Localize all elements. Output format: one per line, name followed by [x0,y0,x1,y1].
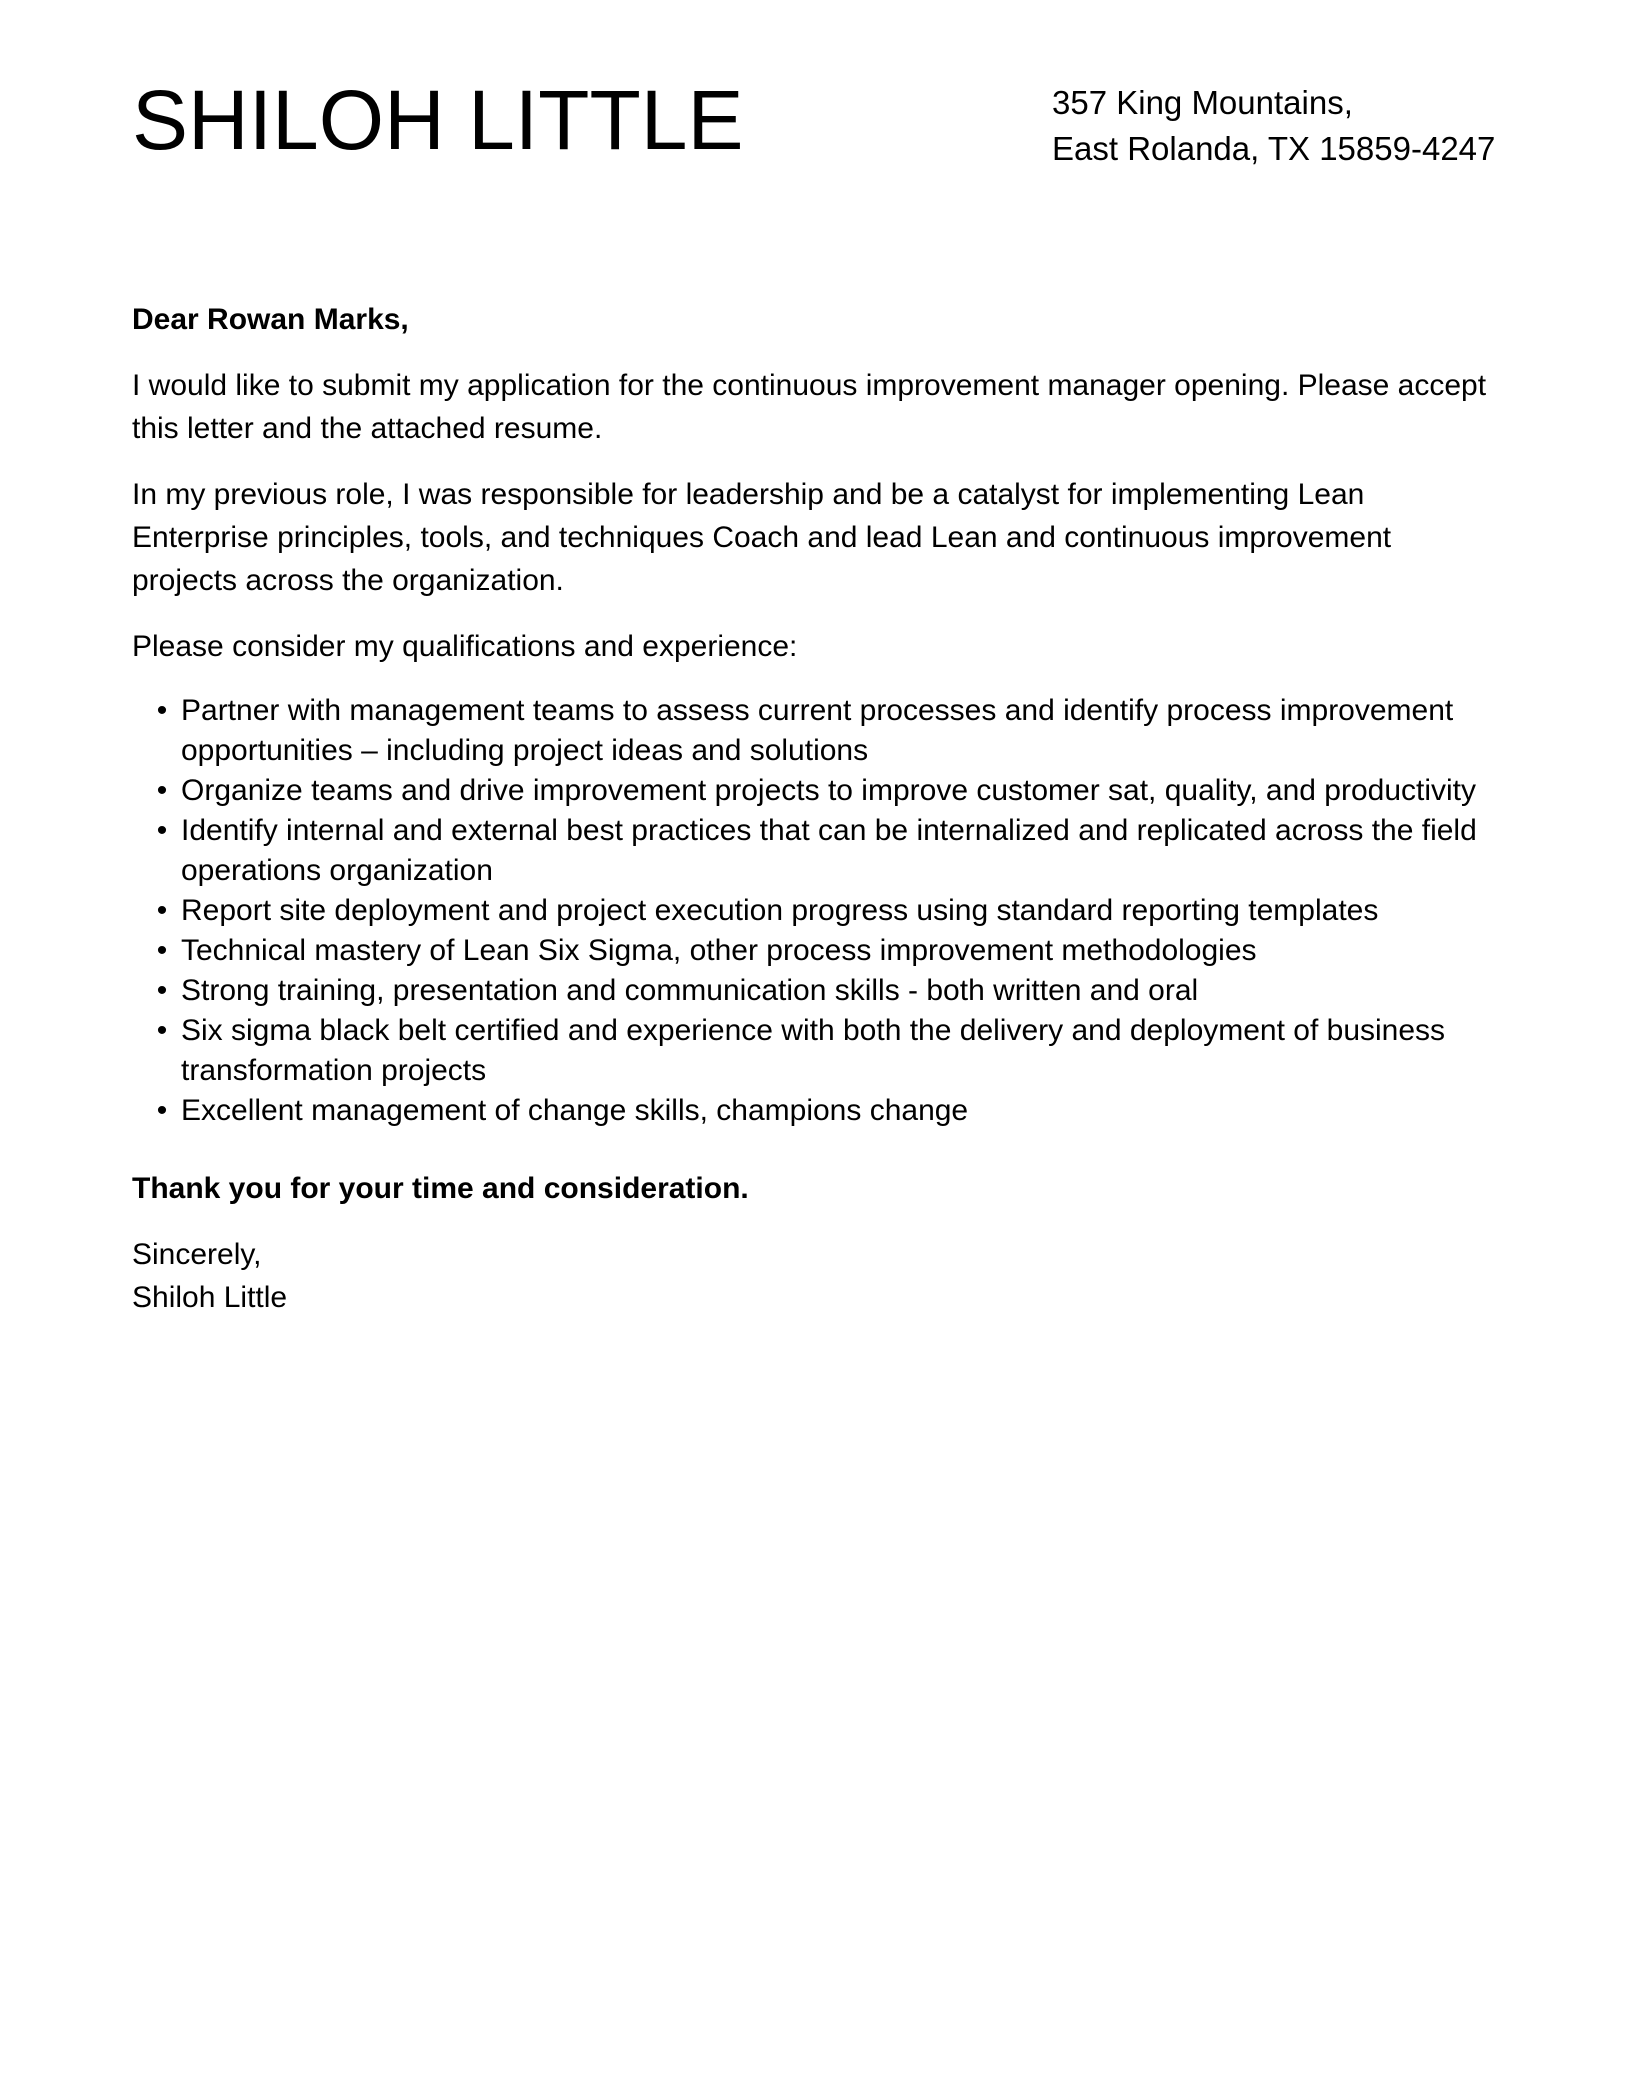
bullet-icon: • [156,974,168,1007]
list-item-text: Strong training, presentation and communication skills - both written and oral [181,974,1199,1007]
list-item [132,971,1502,1011]
list-item [132,1091,1502,1131]
bullet-icon: • [156,934,168,967]
list-item [132,1011,1502,1091]
list-item [132,891,1502,931]
closing-block [132,1233,1502,1319]
letter-body [132,298,1502,1319]
bullet-icon: • [156,774,168,807]
list-item-text: Report site deployment and project execution progress using standard reporting templates [181,894,1379,927]
list-item [132,691,1502,771]
closing-word: Sincerely, [132,1238,262,1271]
list-item [132,771,1502,811]
bullet-icon: • [156,894,168,927]
list-item-text: Excellent management of change skills, champions change [181,1094,969,1127]
paragraph-qualifications-lead: Please consider my qualifications and experience: [132,630,798,663]
bullet-icon: • [156,1014,168,1047]
letter-header [132,72,1502,192]
salutation: Dear Rowan Marks, [132,303,409,336]
list-item-text: Identify internal and external best practices that can be internalized and replicated across the field operations organization [181,814,1477,887]
bullet-icon: • [156,694,168,727]
list-item [132,811,1502,891]
bullet-icon: • [156,1094,168,1127]
list-item-text: Technical mastery of Lean Six Sigma, other process improvement methodologies [181,934,1257,967]
thanks-line: Thank you for your time and consideration. [132,1172,749,1205]
address-line-1: 357 King Mountains, [1052,84,1353,121]
list-item [132,931,1502,971]
address-line-2: East Rolanda, TX 15859-4247 [1052,130,1496,167]
applicant-address [1052,80,1495,172]
bullet-icon: • [156,814,168,847]
paragraph-intro: I would like to submit my application for the continuous improvement manager opening. Please accept this letter and the attached resume. [132,369,1487,445]
list-item-text: Six sigma black belt certified and experience with both the delivery and deployment of business transformation projects [181,1014,1446,1087]
signature-name: Shiloh Little [132,1281,288,1314]
list-item-text: Organize teams and drive improvement projects to improve customer sat, quality, and productivity [181,774,1477,807]
qualifications-list [132,691,1502,1131]
paragraph-previous-role: In my previous role, I was responsible for leadership and be a catalyst for implementing Lean Enterprise principles, tools, and techniques Coach and lead Lean and continuous improvement projects across the organization. [132,478,1392,597]
list-item-text: Partner with management teams to assess current processes and identify process improvement opportunities – including project ideas and solutions [181,694,1454,767]
applicant-name: SHILOH LITTLE [132,73,744,167]
